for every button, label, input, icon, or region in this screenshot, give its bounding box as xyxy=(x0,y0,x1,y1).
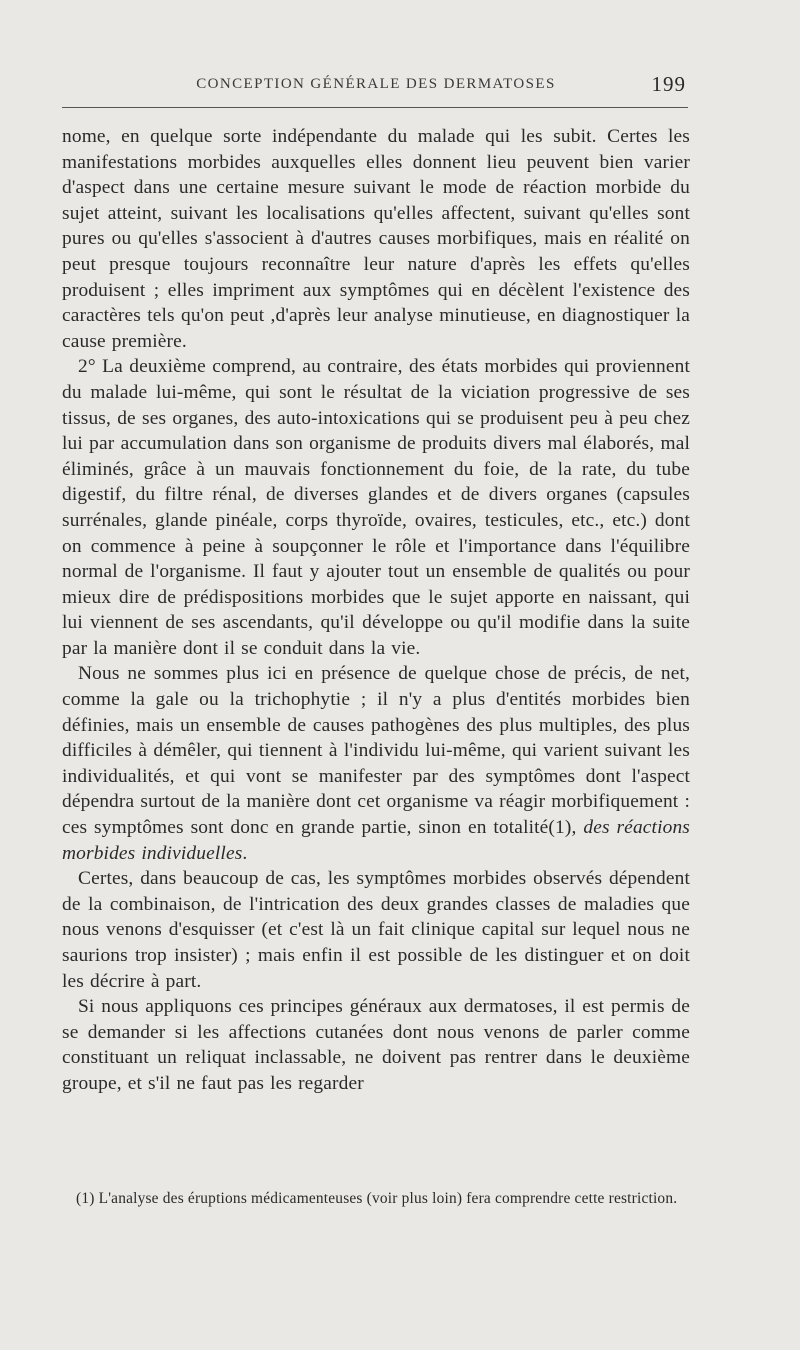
page-header xyxy=(62,72,690,100)
footnote: (1) L'analyse des éruptions médicamenteuses (voir plus loin) fera comprendre cette restriction. xyxy=(76,1190,678,1207)
header-rule xyxy=(62,107,688,108)
italic-emphasis: des réactions morbides individuelles xyxy=(62,817,691,864)
paragraph-continuation: nome, en quelque sorte indépendante du malade qui les subit. Certes les manifestations morbides auxquelles elles donnent lieu peuvent bien varier d'aspect dans une certaine mesure suivant le mode de réaction morbide du sujet atteint, suivant les localisations qu'elles affectent, suivant qu'elles sont pures ou qu'elles s'associent à d'autres causes morbifiques, mais en réalité on peut presque toujours reconnaître leur nature d'après les effets qu'elles produisent ; elles impriment aux symptômes qui en décèlent l'existence des caractères tels qu'on peut ,d'après leur analyse minutieuse, en diagnostiquer la cause première. xyxy=(62,126,690,352)
running-title: CONCEPTION GÉNÉRALE DES DERMATOSES xyxy=(196,76,556,92)
paragraph-combination: Certes, dans beaucoup de cas, les symptômes morbides observés dépendent de la combinaison, de l'intrication des deux grandes classes de maladies que nous venons d'esquisser (et c'est là un fait clinique capital sur lequel nous ne saurions trop insister) ; mais enfin il est possible de les distinguer et on doit les décrire à part. xyxy=(62,868,690,992)
body-text xyxy=(62,124,690,1097)
page-number: 199 xyxy=(651,72,686,96)
paragraph-individual-reactions xyxy=(62,661,690,866)
paragraph-second-group: 2° La deuxième comprend, au contraire, des états morbides qui proviennent du malade lui-même, qui sont le résultat de la viciation progressive de ses tissus, de ses organes, des auto-intoxications qui se produisent peu à peu chez lui par accumulation dans son organisme de produits divers mal élaborés, mal éliminés, grâce à un mauvais fonctionnement du foie, de la rate, du tube digestif, du filtre rénal, de diverses glandes et de divers organes (capsules surrénales, glande pinéale, corps thyroïde, ovaires, testicules, etc., etc.) dont on commence à peine à soupçonner le rôle et l'importance dans l'équilibre normal de l'organisme. Il faut y ajouter tout un ensemble de qualités ou pour mieux dire de prédispositions morbides que le sujet apporte en naissant, qui lui viennent de ses ascendants, qu'il développe ou qu'il modifie dans la suite par la manière dont il se conduit dans la vie. xyxy=(62,356,690,659)
paragraph-text: Nous ne sommes plus ici en présence de quelque chose de précis, de net, comme la gale ou la trichophytie ; il n'y a plus d'entités morbides bien définies, mais un ensemble de causes pathogènes des plus multiples, des plus difficiles à démêler, qui tiennent à l'individu lui-même, qui varient suivant les individualités, et qui vont se manifester par des symptômes dont l'aspect dépendra surtout de la manière dont cet organisme va réagir morbifiquement : ces symptômes sont donc en grande partie, sinon en totalité(1), xyxy=(62,663,690,839)
paragraph-end: . xyxy=(242,842,248,864)
paragraph-dermatoses: Si nous appliquons ces principes généraux aux dermatoses, il est permis de se demander si les affections cutanées dont nous venons de parler comme constituant un reliquat inclassable, ne doivent pas rentrer dans le deuxième groupe, et s'il ne faut pas les regarder xyxy=(62,996,690,1094)
